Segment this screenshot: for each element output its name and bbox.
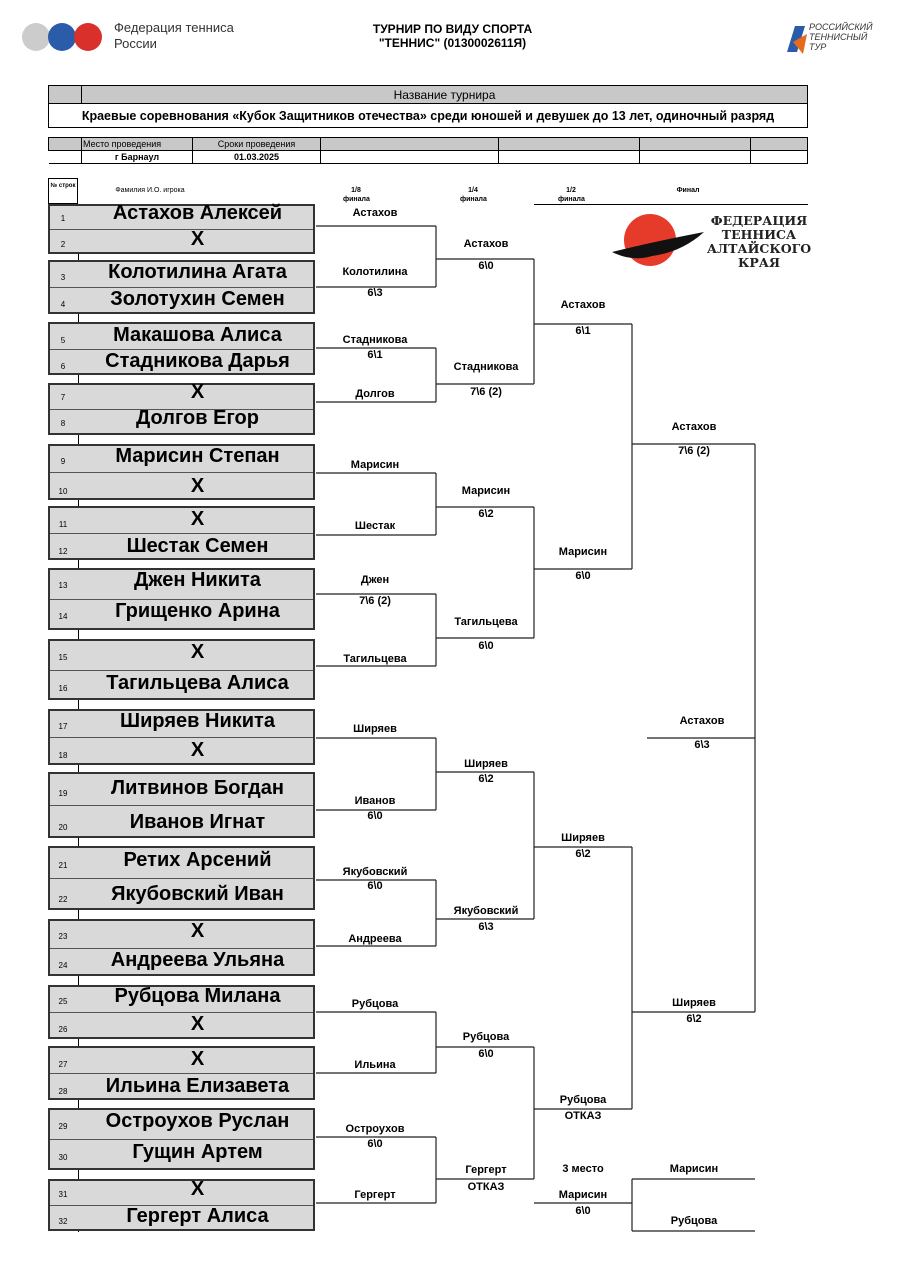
qf-score: ОТКАЗ [467,1181,505,1193]
qf-winner-name: Ширяев [464,758,508,770]
row-number: 29 [58,1122,68,1131]
player-name: X [190,641,205,663]
r16-score: 7\6 (2) [359,595,391,607]
dates-value: 01.03.2025 [193,151,321,164]
player-name: Колотилина Агата [108,261,287,283]
qf-winner-name: Марисин [461,485,511,497]
row-number: 27 [58,1060,68,1069]
row-number: 22 [58,895,68,904]
row-number: 17 [58,722,68,731]
third-place-score: 6\0 [575,1205,591,1217]
player-name: Ильина Елизавета [105,1075,290,1097]
r16-winner-name: Рубцова [351,998,399,1010]
row-number: 3 [60,273,66,282]
dates-label: Сроки проведения [193,138,321,151]
r16-winner-name: Джен [360,574,390,586]
player-name: Джен Никита [134,569,261,591]
r16-winner-name: Якубовский [342,866,408,878]
row-number: 7 [60,393,66,402]
row-number: 25 [58,997,68,1006]
qf-winner-name: Якубовский [453,905,519,917]
row-number: 23 [58,932,68,941]
row-number: 10 [58,487,68,496]
player-name: Долгов Егор [136,407,259,429]
champion-name: Астахов [679,715,725,727]
tournament-name: Краевые соревнования «Кубок Защитников отечества» среди юношей и девушек до 13 лет, одиночный разряд [49,104,808,128]
col-header-r16: 1/8 финала [343,187,370,203]
row-number: 6 [60,362,66,371]
row-number: 14 [58,612,68,621]
row-number: 18 [58,751,68,760]
qf-winner-name: Стадникова [453,361,519,373]
sf-score: 6\1 [575,325,591,337]
title-line-1: ТУРНИР ПО ВИДУ СПОРТА [372,22,533,36]
final-score: 6\2 [686,1013,702,1025]
col-header-final: Финал [676,187,700,194]
r16-winner-name: Шестак [354,520,396,532]
third-place-winner: Марисин [558,1189,608,1201]
sf-score: 6\2 [575,848,591,860]
player-name: Ретих Арсений [123,849,272,871]
qf-score: 6\0 [478,640,494,652]
row-number: 19 [58,789,68,798]
col-header-player: Фамилия И.О. игрока [115,187,185,194]
qf-winner-name: Рубцова [462,1031,510,1043]
player-name: Стадникова Дарья [105,350,290,372]
player-name: Литвинов Богдан [111,777,284,799]
third-place-player-2: Рубцова [670,1215,718,1227]
sf-score: ОТКАЗ [564,1110,602,1122]
qf-winner-name: Гергерт [465,1164,507,1176]
r16-winner-name: Андреева [348,933,402,945]
row-number: 20 [58,823,68,832]
row-number: 26 [58,1025,68,1034]
qf-score: 6\0 [478,1048,494,1060]
tournament-name-label: Название турнира [82,86,808,104]
row-number: 30 [58,1153,68,1162]
qf-winner-name: Тагильцева [454,616,518,628]
r16-winner-name: Колотилина [342,266,408,278]
row-number: 5 [60,336,66,345]
sf-winner-name: Марисин [558,546,608,558]
row-number: 16 [58,684,68,693]
third-place-player-1: Марисин [669,1163,719,1175]
row-number: 31 [58,1190,68,1199]
row-number: 9 [60,457,66,466]
player-name: X [190,381,205,403]
player-name: Золотухин Семен [110,288,285,310]
player-name: Гергерт Алиса [126,1205,269,1227]
venue-value: г Барнаул [82,151,193,164]
player-name: X [190,228,205,250]
player-name: X [190,920,205,942]
player-name: X [190,1013,205,1035]
player-name: X [190,508,205,530]
ftr-logo-text: Федерация тенниса России [114,20,234,51]
final-winner-name: Астахов [671,421,717,433]
r16-score: 6\0 [367,880,383,892]
final-winner-name: Ширяев [672,997,716,1009]
player-name: Макашова Алиса [113,324,282,346]
r16-winner-name: Ширяев [353,723,397,735]
title-line-2: "ТЕННИС" (0130002611Я) [378,36,527,50]
player-name: Шестак Семен [126,535,269,557]
r16-score: 6\1 [367,349,383,361]
player-name: Астахов Алексей [112,202,283,224]
r16-winner-name: Ильина [354,1059,396,1071]
champion-score: 6\3 [694,739,710,751]
player-name: Марисин Степан [115,445,280,467]
qf-score: 6\2 [478,773,494,785]
col-header-sf: 1/2 финала [558,187,585,203]
venue-label: Место проведения [82,138,193,151]
row-number: 15 [58,653,68,662]
row-number: 2 [60,240,66,249]
player-name: Якубовский Иван [111,883,284,905]
r16-winner-name: Марисин [350,459,400,471]
row-number: 1 [60,214,66,223]
r16-winner-name: Долгов [355,388,395,400]
col-header-qf: 1/4 финала [460,187,487,203]
row-number: 13 [58,581,68,590]
row-number: 32 [58,1217,68,1226]
player-name: Иванов Игнат [129,811,266,833]
r16-winner-name: Остроухов [345,1123,405,1135]
sf-score: 6\0 [575,570,591,582]
altai-logo-text: ФЕДЕРАЦИЯ ТЕННИСА АЛТАЙСКОГО КРАЯ [706,213,812,270]
player-name: Тагильцева Алиса [106,672,289,694]
qf-score: 7\6 (2) [470,386,502,398]
final-score: 7\6 (2) [678,445,710,457]
sf-winner-name: Ширяев [561,832,605,844]
row-number: 28 [58,1087,68,1096]
r16-winner-name: Астахов [352,207,398,219]
row-number: 8 [60,419,66,428]
r16-score: 6\3 [367,287,383,299]
qf-score: 6\2 [478,508,494,520]
row-number: 24 [58,961,68,970]
player-name: X [190,475,205,497]
r16-score: 6\0 [367,810,383,822]
player-name: Остроухов Руслан [105,1110,290,1132]
rtt-logo-text: РОССИЙСКИЙ ТЕННИСНЫЙ ТУР [809,22,873,52]
qf-score: 6\3 [478,921,494,933]
row-number: 12 [58,547,68,556]
player-name: Андреева Ульяна [110,949,285,971]
player-name: X [190,1048,205,1070]
r16-score: 6\0 [367,1138,383,1150]
qf-winner-name: Астахов [463,238,509,250]
row-number: 21 [58,861,68,870]
player-name: Грищенко Арина [115,600,280,622]
r16-winner-name: Тагильцева [343,653,407,665]
sf-winner-name: Рубцова [559,1094,607,1106]
player-name: X [190,1178,205,1200]
player-name: Гущин Артем [132,1141,263,1163]
col-header-num: № строк [50,183,76,189]
row-number: 11 [58,520,68,529]
qf-score: 6\0 [478,260,494,272]
player-name: Ширяев Никита [120,710,275,732]
r16-winner-name: Гергерт [354,1189,396,1201]
third-place-label: 3 место [562,1163,604,1175]
r16-winner-name: Стадникова [342,334,408,346]
r16-winner-name: Иванов [354,795,396,807]
player-name: Рубцова Милана [114,985,281,1007]
row-number: 4 [60,300,66,309]
player-name: X [190,739,205,761]
sf-winner-name: Астахов [560,299,606,311]
